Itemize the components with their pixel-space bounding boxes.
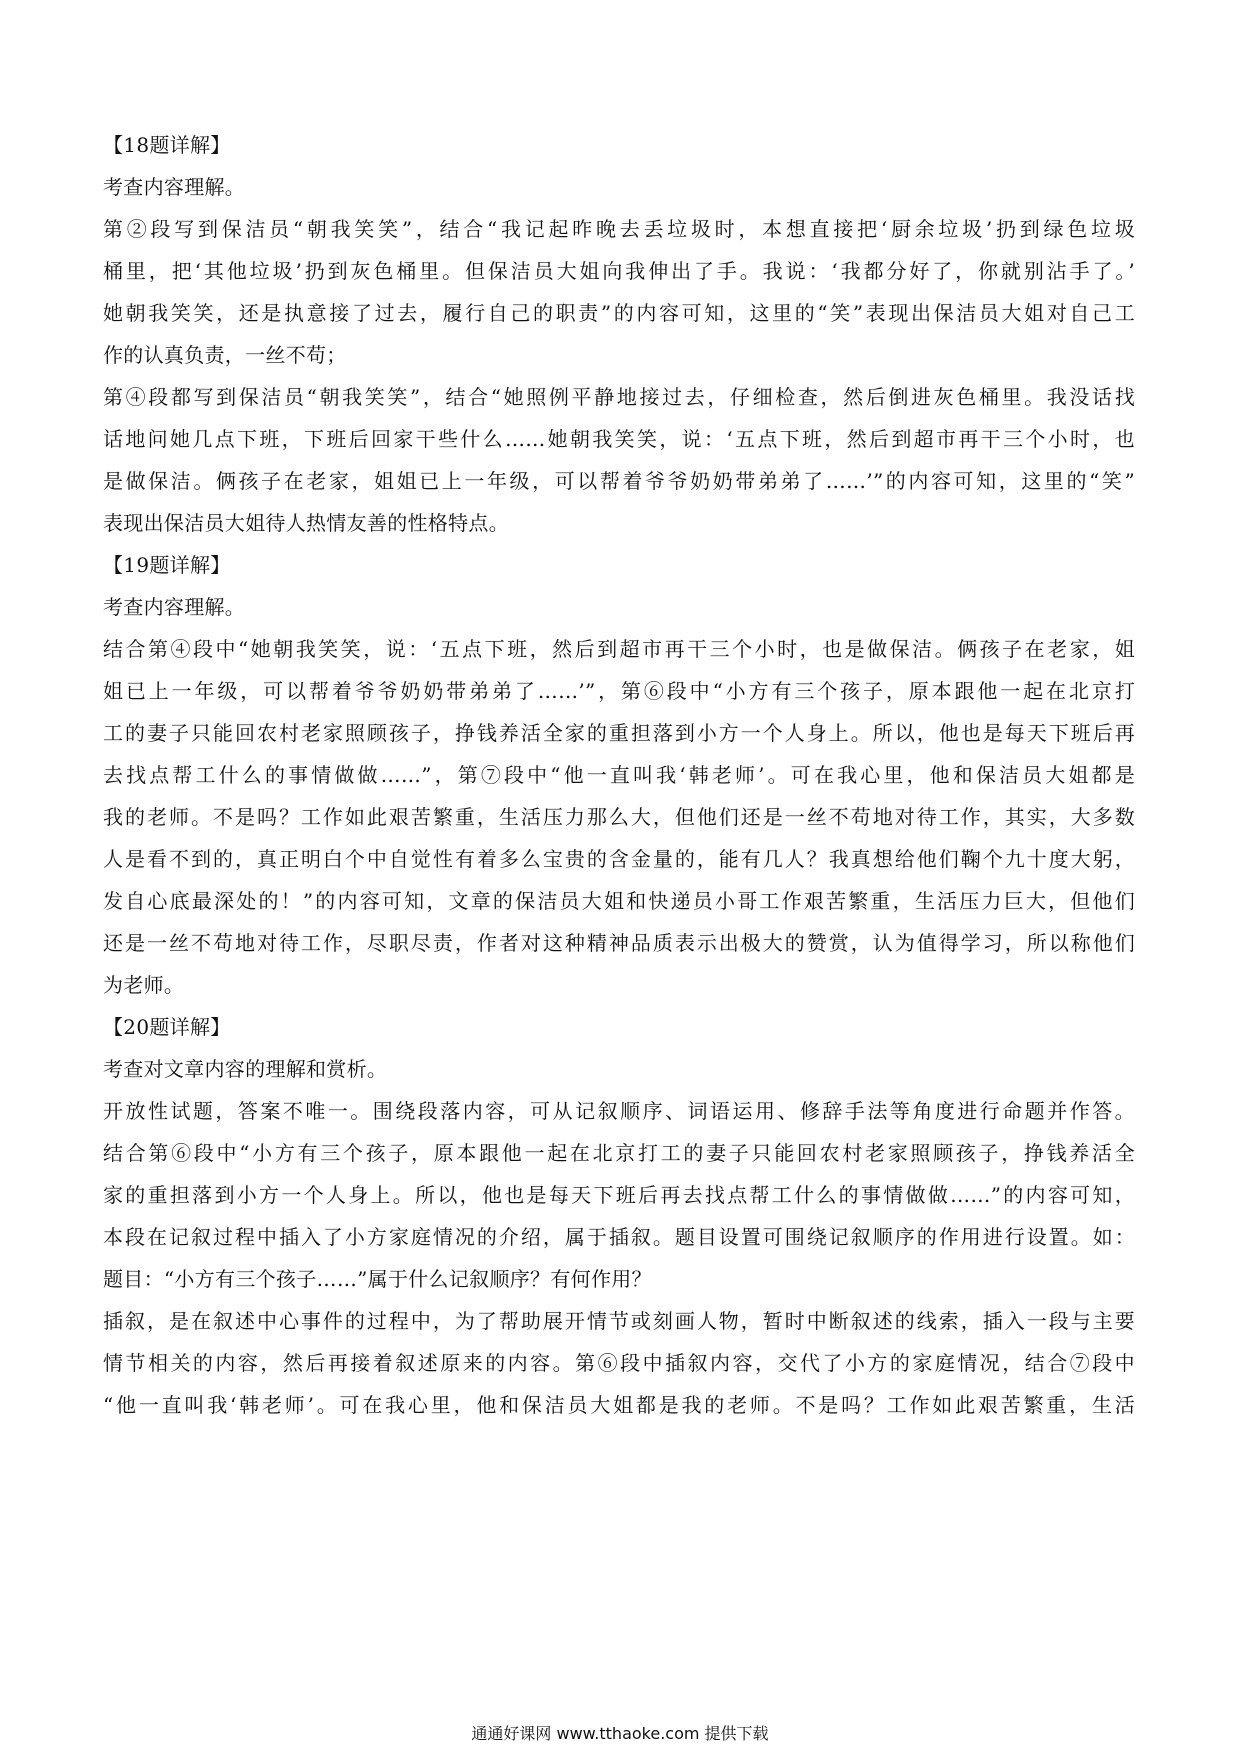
text-line: 为老师。 [103,973,185,997]
text-line: 题目：“小方有三个孩子……”属于什么记叙顺序？有何作用？ [103,1267,652,1291]
text-line: 情节相关的内容，然后再接着叙述原来的内容。第⑥段中插叙内容，交代了小方的家庭情况，结合⑦段中 [103,1351,1135,1375]
text-line: 还是一丝不苟地对待工作，尽职尽责，作者对这种精神品质表示出极大的赞赏，认为值得学习，所以称他们 [103,931,1135,955]
text-line: 家的重担落到小方一个人身上。所以，他也是每天下班后再去找点帮工什么的事情做做……”的内容可知， [103,1183,1135,1207]
text-line: 姐已上一年级，可以帮着爷爷奶奶带弟弟了……’”，第⑥段中“小方有三个孩子，原本跟他一起在北京打 [103,679,1135,703]
text-line: 桶里，把‘其他垃圾’扔到灰色桶里。但保洁员大姐向我伸出了手。我说：‘我都分好了，你就别沾手了。’ [103,259,1135,283]
text-line: 发自心底最深处的！”的内容可知，文章的保洁员大姐和快递员小哥工作艰苦繁重，生活压力巨大，但他们 [103,889,1135,913]
text-line: “他一直叫我‘韩老师’。可在我心里，他和保洁员大姐都是我的老师。不是吗？工作如此艰苦繁重，生活 [103,1393,1135,1417]
text-line: 考查内容理解。 [103,175,246,199]
text-line: 我的老师。不是吗？工作如此艰苦繁重，生活压力那么大，但他们还是一丝不苟地对待工作，其实，大多数 [103,805,1135,829]
text-line: 【19题详解】 [103,553,231,577]
text-line: 人是看不到的，真正明白个中自觉性有着多么宝贵的含金量的，能有几人？我真想给他们鞠个九十度大躬， [103,847,1135,871]
text-line: 开放性试题，答案不唯一。围绕段落内容，可从记叙顺序、词语运用、修辞手法等角度进行命题并作答。 [103,1099,1135,1123]
text-line: 【20题详解】 [103,1015,231,1039]
page-footer [0,1724,1240,1744]
text-line: 作的认真负责，一丝不苟； [103,343,347,367]
text-line: 工的妻子只能回农村老家照顾孩子，挣钱养活全家的重担落到小方一个人身上。所以，他也是每天下班后再 [103,721,1135,745]
text-line: 考查内容理解。 [103,595,246,619]
text-line: 【18题详解】 [103,133,231,157]
text-line: 第②段写到保洁员“朝我笑笑”，结合“我记起昨晚去丢垃圾时，本想直接把‘厨余垃圾’扔到绿色垃圾 [103,217,1135,241]
footer-text: 通通好课网 www.tthaoke.com 提供下载 [471,1724,769,1743]
document-body [103,124,1135,1426]
text-line: 结合第④段中“她朝我笑笑，说：‘五点下班，然后到超市再干三个小时，也是做保洁。俩孩子在老家，姐 [103,637,1135,661]
text-line: 是做保洁。俩孩子在老家，姐姐已上一年级，可以帮着爷爷奶奶带弟弟了……’”的内容可知，这里的“笑” [103,469,1135,493]
text-line: 去找点帮工什么的事情做做……”，第⑦段中“他一直叫我‘韩老师’。可在我心里，他和保洁员大姐都是 [103,763,1135,787]
text-line: 结合第⑥段中“小方有三个孩子，原本跟他一起在北京打工的妻子只能回农村老家照顾孩子，挣钱养活全 [103,1141,1135,1165]
text-line: 本段在记叙过程中插入了小方家庭情况的介绍，属于插叙。题目设置可围绕记叙顺序的作用进行设置。如： [103,1225,1135,1249]
text-line: 表现出保洁员大姐待人热情友善的性格特点。 [103,511,509,535]
text-line: 她朝我笑笑，还是执意接了过去，履行自己的职责”的内容可知，这里的“笑”表现出保洁员大姐对自己工 [103,301,1135,325]
text-line: 第④段都写到保洁员“朝我笑笑”，结合“她照例平静地接过去，仔细检查，然后倒进灰色桶里。我没话找 [103,385,1135,409]
text-line: 话地问她几点下班，下班后回家干些什么……她朝我笑笑，说：‘五点下班，然后到超市再干三个小时，也 [103,427,1135,451]
text-line: 考查对文章内容的理解和赏析。 [103,1057,388,1081]
text-line: 插叙，是在叙述中心事件的过程中，为了帮助展开情节或刻画人物，暂时中断叙述的线索，插入一段与主要 [103,1309,1135,1333]
